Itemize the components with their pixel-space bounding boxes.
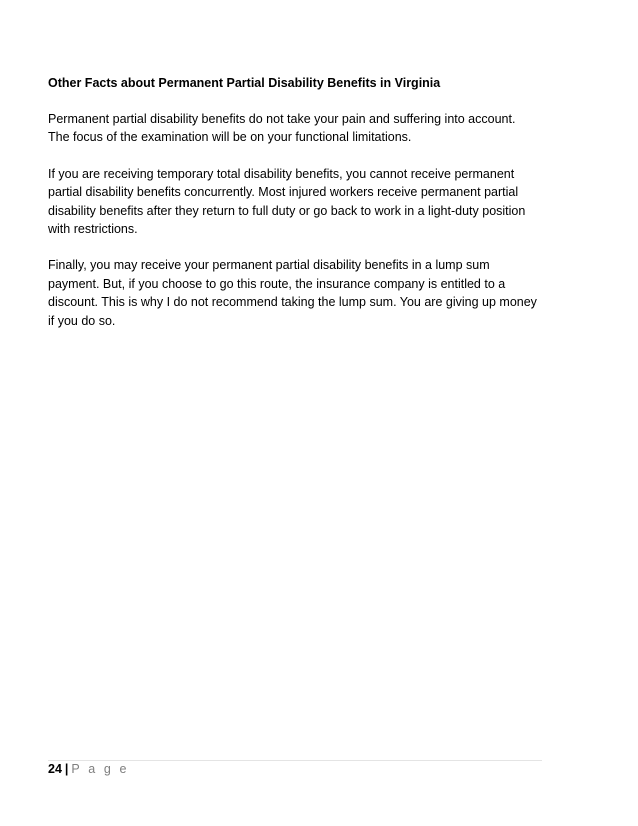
paragraph-line: Permanent partial disability benefits do not take your pain and suffering into account. [48, 112, 516, 126]
page-label: P a g e [71, 762, 129, 776]
section-heading: Other Facts about Permanent Partial Disability Benefits in Virginia [48, 76, 441, 90]
paragraph-line: disability benefits after they return to full duty or go back to work in a light-duty position [48, 203, 526, 218]
footer-separator: | [64, 762, 69, 776]
paragraph-line: with restrictions. [48, 222, 138, 237]
page-number: 24 [48, 762, 62, 776]
paragraph-1 [48, 110, 548, 147]
page-footer [48, 761, 129, 777]
paragraph-line: if you do so. [48, 313, 116, 328]
page-content [48, 74, 548, 348]
paragraph-line: If you are receiving temporary total disability benefits, you cannot receive permanent [48, 166, 515, 181]
paragraph-2 [48, 165, 548, 239]
paragraph-line: Finally, you may receive your permanent partial disability benefits in a lump sum [48, 258, 490, 273]
paragraph-line: payment. But, if you choose to go this route, the insurance company is entitled to a [48, 276, 506, 291]
paragraph-line: partial disability benefits concurrently. Most injured workers receive permanent partial [48, 185, 519, 200]
paragraph-line: discount. This is why I do not recommend taking the lump sum. You are giving up money [48, 295, 537, 310]
paragraph-3 [48, 256, 548, 330]
paragraph-line: The focus of the examination will be on your functional limitations. [48, 130, 412, 145]
